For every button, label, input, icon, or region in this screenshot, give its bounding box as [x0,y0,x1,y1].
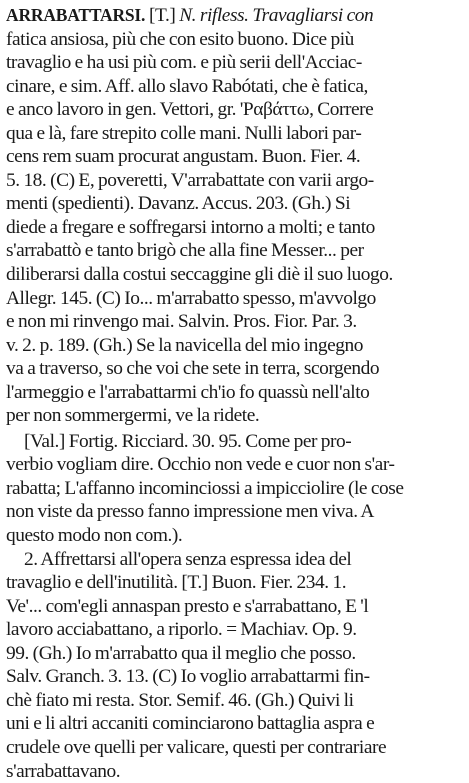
headword: ARRABATTARSI. [6,5,145,25]
sense-line: Salv. Granch. 3. 13. (C) Io voglio arrabattarmi fin- [6,665,462,689]
entry-line [6,4,462,28]
val-line: questo modo non com.). [6,524,462,548]
entry-line: travaglio e ha usi più com. e più serii dell'Acciac- [6,51,462,75]
entry-line: diede a fregare e soffregarsi intorno a molti; e tanto [6,216,462,240]
sense-line: 99. (Gh.) Io m'arrabatto qua il meglio che posso. [6,642,462,666]
sense-line: lavoro acciabattano, a riporlo. = Machiav. Op. 9. [6,618,462,642]
entry-line: v. 2. p. 189. (Gh.) Se la navicella del mio ingegno [6,334,462,358]
entry-line: va a traverso, so che voi che sete in terra, scorgendo [6,357,462,381]
entry-line: cens rem suam procurat angustam. Buon. Fier. 4. [6,145,462,169]
entry-line: per non sommergermi, ve la ridete. [6,404,462,428]
entry-line: s'arrabattò e tanto brigò che alla fine Messer... per [6,239,462,263]
entry-main-paragraph [6,4,462,428]
sense-line: uni e li altri accaniti cominciarono battaglia aspra e [6,712,462,736]
entry-line: Allegr. 145. (C) Io... m'arrabatto spesso, m'avvolgo [6,287,462,311]
entry-line: menti (spedienti). Davanz. Accus. 203. (Gh.) Si [6,192,462,216]
sense-line: crudele ove quelli per valicare, questi per contrariare [6,736,462,760]
entry-line: cinare, e sim. Aff. allo slavo Rabótati, che è fatica, [6,75,462,99]
val-line: verbio vogliam dire. Occhio non vede e cuor non s'ar- [6,453,462,477]
tag: [T.] [149,5,175,26]
sense-2-paragraph [6,548,462,783]
entry-line-text: N. rifless. Travagliarsi con [179,5,373,26]
entry-line: fatica ansiosa, più che con esito buono. Dice più [6,28,462,52]
entry-line: l'armeggio e l'arrabattarmi ch'io fo quassù nell'alto [6,381,462,405]
sense-line: 2. Affrettarsi all'opera senza espressa idea del [6,548,462,572]
entry-line: 5. 18. (C) E, poveretti, V'arrabattate con varii argo- [6,169,462,193]
entry-line: qua e là, fare strepito colle mani. Nulli labori par- [6,122,462,146]
sense-line: travaglio e dell'inutilità. [T.] Buon. Fier. 234. 1. [6,571,462,595]
val-line: non viste da presso fanno impressione men viva. A [6,500,462,524]
sense-line: chè fiato mi resta. Stor. Semif. 46. (Gh.) Quivi li [6,689,462,713]
entry-line: e non mi rinvengo mai. Salvin. Pros. Fior. Par. 3. [6,310,462,334]
sense-line: Ve'... com'egli annaspan presto e s'arrabattano, E 'l [6,595,462,619]
val-paragraph [6,430,462,548]
val-line: [Val.] Fortig. Ricciard. 30. 95. Come per pro- [6,430,462,454]
entry-line: diliberarsi dalla costui seccaggine gli diè il suo luogo. [6,263,462,287]
entry-line: e anco lavoro in gen. Vettori, gr. 'Ραβάττω, Correre [6,98,462,122]
sense-line: s'arrabattavano. [6,760,462,783]
val-line: rabatta; L'affanno incominciossi a impicciolire (le cose [6,477,462,501]
